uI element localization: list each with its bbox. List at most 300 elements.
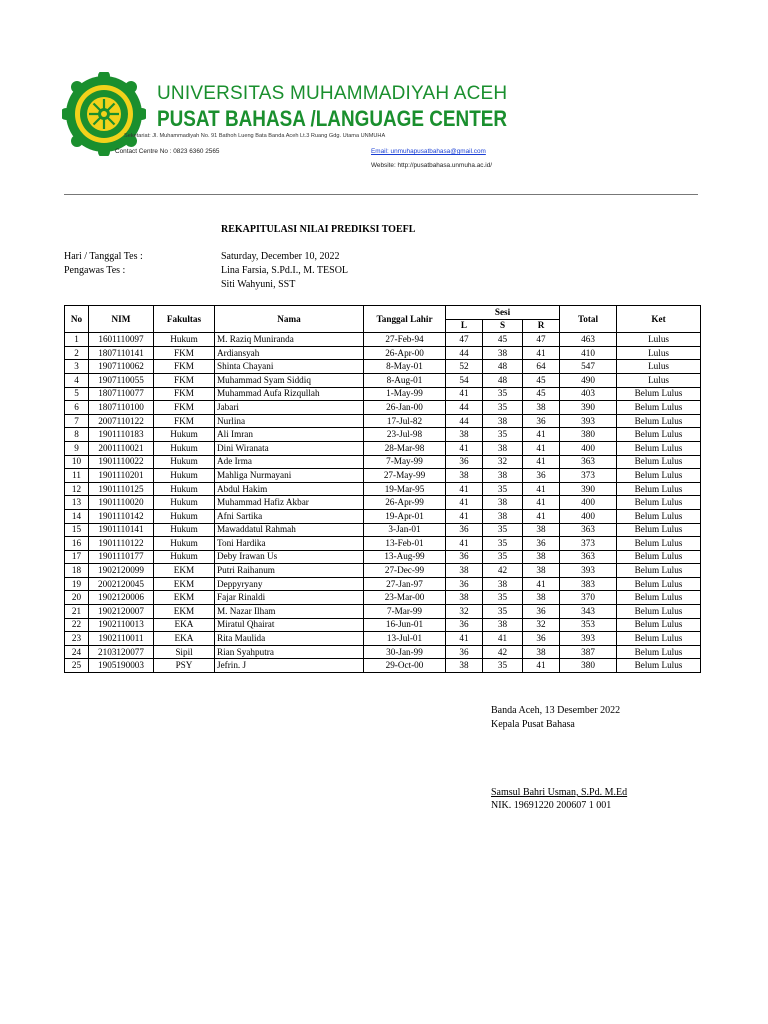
cell-fakultas: PSY: [154, 659, 215, 673]
cell-r: 41: [523, 496, 560, 510]
cell-nim: 1901110122: [89, 537, 154, 551]
cell-total: 490: [560, 373, 617, 387]
cell-nama: Dini Wiranata: [215, 441, 364, 455]
table-row: [65, 428, 701, 442]
cell-l: 36: [446, 455, 483, 469]
cell-fakultas: Hukum: [154, 455, 215, 469]
cell-tanggal-lahir: 1-May-99: [364, 387, 446, 401]
cell-nim: 1807110141: [89, 346, 154, 360]
email-link[interactable]: Email: unmuhapusatbahasa@gmail.com: [371, 148, 486, 155]
cell-total: 393: [560, 632, 617, 646]
cell-total: 343: [560, 605, 617, 619]
cell-total: 393: [560, 564, 617, 578]
cell-s: 41: [483, 632, 523, 646]
cell-total: 370: [560, 591, 617, 605]
cell-total: 400: [560, 496, 617, 510]
cell-no: 5: [65, 387, 89, 401]
cell-s: 32: [483, 455, 523, 469]
cell-l: 41: [446, 496, 483, 510]
cell-s: 38: [483, 618, 523, 632]
cell-nim: 1902110013: [89, 618, 154, 632]
cell-nama: Ardiansyah: [215, 346, 364, 360]
table-row: [65, 373, 701, 387]
cell-r: 41: [523, 441, 560, 455]
test-date-value: Saturday, December 10, 2022: [221, 251, 340, 262]
website-link[interactable]: Website: http://pusatbahasa.unmuha.ac.id/: [371, 162, 493, 169]
cell-l: 44: [446, 346, 483, 360]
cell-nim: 2103120077: [89, 645, 154, 659]
cell-tanggal-lahir: 19-Mar-95: [364, 482, 446, 496]
table-row: [65, 333, 701, 347]
cell-s: 35: [483, 550, 523, 564]
cell-l: 47: [446, 333, 483, 347]
cell-fakultas: EKM: [154, 577, 215, 591]
cell-total: 547: [560, 360, 617, 374]
cell-r: 38: [523, 591, 560, 605]
cell-ket: Belum Lulus: [617, 550, 701, 564]
cell-nama: Shinta Chayani: [215, 360, 364, 374]
cell-total: 380: [560, 428, 617, 442]
cell-l: 38: [446, 564, 483, 578]
cell-s: 38: [483, 577, 523, 591]
signature-place-date: Banda Aceh, 13 Desember 2022: [491, 705, 621, 716]
secretariat-address: Seketariat: Jl. Muhammadiyah No. 91 Bathoh Lueng Bata Banda Aceh Lt.3 Ruang Gdg. Utama UNMUHA: [124, 133, 386, 139]
cell-tanggal-lahir: 26-Apr-00: [364, 346, 446, 360]
cell-r: 41: [523, 482, 560, 496]
cell-total: 363: [560, 523, 617, 537]
cell-tanggal-lahir: 23-Jul-98: [364, 428, 446, 442]
table-row: [65, 441, 701, 455]
cell-r: 47: [523, 333, 560, 347]
header-divider: [64, 194, 698, 195]
cell-tanggal-lahir: 28-Mar-98: [364, 441, 446, 455]
cell-tanggal-lahir: 27-Feb-94: [364, 333, 446, 347]
cell-total: 373: [560, 469, 617, 483]
cell-nama: Fajar Rinaldi: [215, 591, 364, 605]
cell-tanggal-lahir: 7-May-99: [364, 455, 446, 469]
cell-tanggal-lahir: 13-Jul-01: [364, 632, 446, 646]
cell-nim: 2007110122: [89, 414, 154, 428]
header-nim: NIM: [89, 306, 154, 333]
cell-tanggal-lahir: 17-Jul-82: [364, 414, 446, 428]
cell-nim: 1902120099: [89, 564, 154, 578]
table-row: [65, 645, 701, 659]
cell-no: 15: [65, 523, 89, 537]
cell-r: 41: [523, 346, 560, 360]
cell-r: 41: [523, 455, 560, 469]
score-table: [64, 305, 701, 673]
cell-r: 41: [523, 659, 560, 673]
cell-s: 35: [483, 537, 523, 551]
cell-fakultas: EKM: [154, 564, 215, 578]
cell-r: 32: [523, 618, 560, 632]
cell-tanggal-lahir: 26-Jan-00: [364, 401, 446, 415]
cell-nim: 1901110141: [89, 523, 154, 537]
cell-l: 38: [446, 591, 483, 605]
cell-ket: Belum Lulus: [617, 482, 701, 496]
cell-ket: Lulus: [617, 333, 701, 347]
cell-tanggal-lahir: 19-Apr-01: [364, 509, 446, 523]
cell-tanggal-lahir: 8-Aug-01: [364, 373, 446, 387]
cell-nama: Ali Imran: [215, 428, 364, 442]
cell-nim: 1901110142: [89, 509, 154, 523]
cell-r: 41: [523, 577, 560, 591]
cell-l: 38: [446, 428, 483, 442]
cell-tanggal-lahir: 13-Feb-01: [364, 537, 446, 551]
cell-ket: Belum Lulus: [617, 632, 701, 646]
cell-nama: Mahliga Nurmayani: [215, 469, 364, 483]
signature-name: Samsul Bahri Usman, S.Pd. M.Ed: [491, 787, 628, 798]
cell-r: 45: [523, 387, 560, 401]
cell-r: 36: [523, 469, 560, 483]
cell-nim: 1901110177: [89, 550, 154, 564]
cell-tanggal-lahir: 23-Mar-00: [364, 591, 446, 605]
cell-nim: 1902110011: [89, 632, 154, 646]
cell-tanggal-lahir: 27-May-99: [364, 469, 446, 483]
header-s: S: [483, 319, 523, 333]
cell-fakultas: FKM: [154, 360, 215, 374]
score-table-body: [65, 333, 701, 673]
contact-number: Contact Centre No : 0823 6360 2565: [115, 148, 220, 155]
cell-nama: Muhammad Syam Siddiq: [215, 373, 364, 387]
cell-fakultas: FKM: [154, 346, 215, 360]
cell-ket: Lulus: [617, 346, 701, 360]
cell-ket: Belum Lulus: [617, 414, 701, 428]
cell-nim: 1902120007: [89, 605, 154, 619]
signature-position: Kepala Pusat Bahasa: [491, 719, 575, 730]
cell-nim: 1901110183: [89, 428, 154, 442]
table-row: [65, 537, 701, 551]
cell-fakultas: EKA: [154, 632, 215, 646]
cell-total: 387: [560, 645, 617, 659]
university-name: UNIVERSITAS MUHAMMADIYAH ACEH: [157, 83, 508, 104]
cell-s: 38: [483, 414, 523, 428]
cell-ket: Belum Lulus: [617, 428, 701, 442]
cell-total: 393: [560, 414, 617, 428]
cell-total: 363: [560, 455, 617, 469]
cell-nama: Muhammad Aufa Rizqullah: [215, 387, 364, 401]
table-row: [65, 632, 701, 646]
cell-no: 16: [65, 537, 89, 551]
cell-nim: 2002120045: [89, 577, 154, 591]
table-row: [65, 659, 701, 673]
cell-r: 38: [523, 645, 560, 659]
table-row: [65, 618, 701, 632]
cell-ket: Lulus: [617, 373, 701, 387]
cell-fakultas: EKA: [154, 618, 215, 632]
cell-total: 400: [560, 441, 617, 455]
cell-r: 38: [523, 401, 560, 415]
cell-r: 45: [523, 373, 560, 387]
cell-s: 38: [483, 496, 523, 510]
header-ket: Ket: [617, 306, 701, 333]
table-row: [65, 496, 701, 510]
cell-nim: 1902120006: [89, 591, 154, 605]
cell-fakultas: FKM: [154, 414, 215, 428]
cell-l: 36: [446, 618, 483, 632]
cell-r: 36: [523, 632, 560, 646]
table-row: [65, 360, 701, 374]
table-row: [65, 387, 701, 401]
cell-ket: Belum Lulus: [617, 441, 701, 455]
cell-l: 41: [446, 387, 483, 401]
header-nama: Nama: [215, 306, 364, 333]
cell-fakultas: Hukum: [154, 482, 215, 496]
cell-s: 42: [483, 564, 523, 578]
cell-ket: Belum Lulus: [617, 659, 701, 673]
header-tanggal-lahir: Tanggal Lahir: [364, 306, 446, 333]
cell-r: 38: [523, 564, 560, 578]
cell-nama: Jabari: [215, 401, 364, 415]
cell-ket: Belum Lulus: [617, 577, 701, 591]
cell-no: 7: [65, 414, 89, 428]
header-l: L: [446, 319, 483, 333]
cell-ket: Belum Lulus: [617, 387, 701, 401]
cell-no: 22: [65, 618, 89, 632]
cell-ket: Belum Lulus: [617, 605, 701, 619]
cell-fakultas: Hukum: [154, 523, 215, 537]
cell-fakultas: FKM: [154, 401, 215, 415]
cell-fakultas: Hukum: [154, 509, 215, 523]
cell-s: 35: [483, 482, 523, 496]
language-center-name: PUSAT BAHASA /LANGUAGE CENTER: [157, 106, 508, 131]
cell-ket: Belum Lulus: [617, 401, 701, 415]
cell-s: 38: [483, 441, 523, 455]
cell-tanggal-lahir: 29-Oct-00: [364, 659, 446, 673]
cell-nama: M. Raziq Muniranda: [215, 333, 364, 347]
cell-nama: Ade Irma: [215, 455, 364, 469]
cell-nama: Abdul Hakim: [215, 482, 364, 496]
cell-s: 35: [483, 659, 523, 673]
cell-r: 38: [523, 550, 560, 564]
header-fakultas: Fakultas: [154, 306, 215, 333]
cell-l: 36: [446, 550, 483, 564]
cell-l: 38: [446, 469, 483, 483]
table-row: [65, 482, 701, 496]
cell-fakultas: FKM: [154, 373, 215, 387]
cell-l: 41: [446, 482, 483, 496]
cell-r: 41: [523, 428, 560, 442]
cell-total: 400: [560, 509, 617, 523]
cell-no: 8: [65, 428, 89, 442]
cell-no: 19: [65, 577, 89, 591]
cell-l: 54: [446, 373, 483, 387]
test-date-label: Hari / Tanggal Tes :: [64, 251, 143, 262]
cell-no: 12: [65, 482, 89, 496]
cell-fakultas: Hukum: [154, 333, 215, 347]
proctor-name-1: Lina Farsia, S.Pd.I., M. TESOL: [221, 265, 349, 276]
cell-nim: 2001110021: [89, 441, 154, 455]
proctor-name-2: Siti Wahyuni, SST: [221, 279, 296, 290]
table-row: [65, 509, 701, 523]
cell-l: 41: [446, 537, 483, 551]
table-row: [65, 346, 701, 360]
cell-total: 390: [560, 482, 617, 496]
cell-fakultas: Hukum: [154, 496, 215, 510]
cell-no: 25: [65, 659, 89, 673]
cell-l: 52: [446, 360, 483, 374]
cell-no: 23: [65, 632, 89, 646]
cell-l: 41: [446, 509, 483, 523]
cell-nama: Afni Sartika: [215, 509, 364, 523]
table-row: [65, 523, 701, 537]
cell-ket: Belum Lulus: [617, 537, 701, 551]
cell-s: 35: [483, 387, 523, 401]
cell-tanggal-lahir: 7-Mar-99: [364, 605, 446, 619]
table-row: [65, 469, 701, 483]
cell-nama: Putri Raihanum: [215, 564, 364, 578]
cell-r: 64: [523, 360, 560, 374]
cell-no: 4: [65, 373, 89, 387]
cell-l: 44: [446, 414, 483, 428]
cell-nama: Miratul Qhairat: [215, 618, 364, 632]
cell-s: 35: [483, 428, 523, 442]
cell-nama: Deby Irawan Us: [215, 550, 364, 564]
cell-l: 32: [446, 605, 483, 619]
proctor-label: Pengawas Tes :: [64, 265, 126, 276]
cell-r: 41: [523, 509, 560, 523]
cell-s: 35: [483, 605, 523, 619]
cell-total: 363: [560, 550, 617, 564]
cell-fakultas: Hukum: [154, 441, 215, 455]
cell-nim: 1907110055: [89, 373, 154, 387]
cell-nim: 1901110020: [89, 496, 154, 510]
cell-nim: 1807110100: [89, 401, 154, 415]
cell-no: 3: [65, 360, 89, 374]
cell-total: 380: [560, 659, 617, 673]
cell-no: 21: [65, 605, 89, 619]
cell-l: 41: [446, 632, 483, 646]
cell-no: 17: [65, 550, 89, 564]
table-row: [65, 577, 701, 591]
cell-tanggal-lahir: 16-Jun-01: [364, 618, 446, 632]
cell-nim: 1905190003: [89, 659, 154, 673]
cell-tanggal-lahir: 30-Jan-99: [364, 645, 446, 659]
table-row: [65, 605, 701, 619]
table-row: [65, 401, 701, 415]
cell-total: 373: [560, 537, 617, 551]
cell-nim: 1901110125: [89, 482, 154, 496]
cell-total: 390: [560, 401, 617, 415]
cell-nim: 1807110077: [89, 387, 154, 401]
cell-no: 24: [65, 645, 89, 659]
cell-r: 38: [523, 523, 560, 537]
cell-fakultas: Hukum: [154, 550, 215, 564]
cell-fakultas: Sipil: [154, 645, 215, 659]
cell-nama: Deppyryany: [215, 577, 364, 591]
cell-tanggal-lahir: 8-May-01: [364, 360, 446, 374]
header-total: Total: [560, 306, 617, 333]
cell-ket: Belum Lulus: [617, 564, 701, 578]
cell-nama: Toni Hardika: [215, 537, 364, 551]
cell-no: 1: [65, 333, 89, 347]
document-title: REKAPITULASI NILAI PREDIKSI TOEFL: [221, 224, 416, 235]
cell-l: 36: [446, 577, 483, 591]
cell-l: 41: [446, 441, 483, 455]
cell-nama: Jefrin. J: [215, 659, 364, 673]
cell-tanggal-lahir: 27-Dec-99: [364, 564, 446, 578]
cell-l: 36: [446, 645, 483, 659]
cell-nim: 1901110022: [89, 455, 154, 469]
cell-ket: Lulus: [617, 360, 701, 374]
cell-l: 38: [446, 659, 483, 673]
cell-ket: Belum Lulus: [617, 496, 701, 510]
cell-r: 36: [523, 414, 560, 428]
cell-total: 403: [560, 387, 617, 401]
header-no: No: [65, 306, 89, 333]
cell-no: 18: [65, 564, 89, 578]
cell-s: 48: [483, 373, 523, 387]
cell-no: 9: [65, 441, 89, 455]
cell-s: 38: [483, 469, 523, 483]
cell-tanggal-lahir: 13-Aug-99: [364, 550, 446, 564]
cell-total: 383: [560, 577, 617, 591]
cell-no: 20: [65, 591, 89, 605]
cell-ket: Belum Lulus: [617, 618, 701, 632]
cell-nama: Nurlina: [215, 414, 364, 428]
cell-r: 36: [523, 605, 560, 619]
table-row: [65, 550, 701, 564]
cell-l: 44: [446, 401, 483, 415]
cell-nim: 1907110062: [89, 360, 154, 374]
cell-nim: 1601110097: [89, 333, 154, 347]
cell-total: 463: [560, 333, 617, 347]
cell-total: 353: [560, 618, 617, 632]
cell-no: 10: [65, 455, 89, 469]
cell-ket: Belum Lulus: [617, 591, 701, 605]
cell-nama: Muhammad Hafiz Akbar: [215, 496, 364, 510]
header-sesi: Sesi: [446, 306, 560, 320]
cell-s: 48: [483, 360, 523, 374]
cell-s: 38: [483, 346, 523, 360]
cell-tanggal-lahir: 26-Apr-99: [364, 496, 446, 510]
cell-fakultas: EKM: [154, 591, 215, 605]
cell-l: 36: [446, 523, 483, 537]
cell-no: 6: [65, 401, 89, 415]
cell-nama: Mawaddatul Rahmah: [215, 523, 364, 537]
cell-nama: Rita Maulida: [215, 632, 364, 646]
cell-s: 45: [483, 333, 523, 347]
cell-nama: M. Nazar Ilham: [215, 605, 364, 619]
cell-nama: Rian Syahputra: [215, 645, 364, 659]
cell-s: 35: [483, 401, 523, 415]
cell-tanggal-lahir: 27-Jan-97: [364, 577, 446, 591]
cell-no: 2: [65, 346, 89, 360]
cell-nim: 1901110201: [89, 469, 154, 483]
cell-s: 35: [483, 523, 523, 537]
cell-fakultas: EKM: [154, 605, 215, 619]
cell-s: 35: [483, 591, 523, 605]
cell-ket: Belum Lulus: [617, 509, 701, 523]
cell-fakultas: Hukum: [154, 428, 215, 442]
signature-nik: NIK. 19691220 200607 1 001: [491, 800, 612, 811]
cell-no: 11: [65, 469, 89, 483]
cell-no: 13: [65, 496, 89, 510]
header-r: R: [523, 319, 560, 333]
cell-no: 14: [65, 509, 89, 523]
cell-ket: Belum Lulus: [617, 455, 701, 469]
cell-total: 410: [560, 346, 617, 360]
cell-fakultas: Hukum: [154, 537, 215, 551]
cell-fakultas: Hukum: [154, 469, 215, 483]
cell-s: 38: [483, 509, 523, 523]
cell-fakultas: FKM: [154, 387, 215, 401]
table-row: [65, 414, 701, 428]
table-row: [65, 564, 701, 578]
cell-ket: Belum Lulus: [617, 469, 701, 483]
table-row: [65, 591, 701, 605]
cell-s: 42: [483, 645, 523, 659]
